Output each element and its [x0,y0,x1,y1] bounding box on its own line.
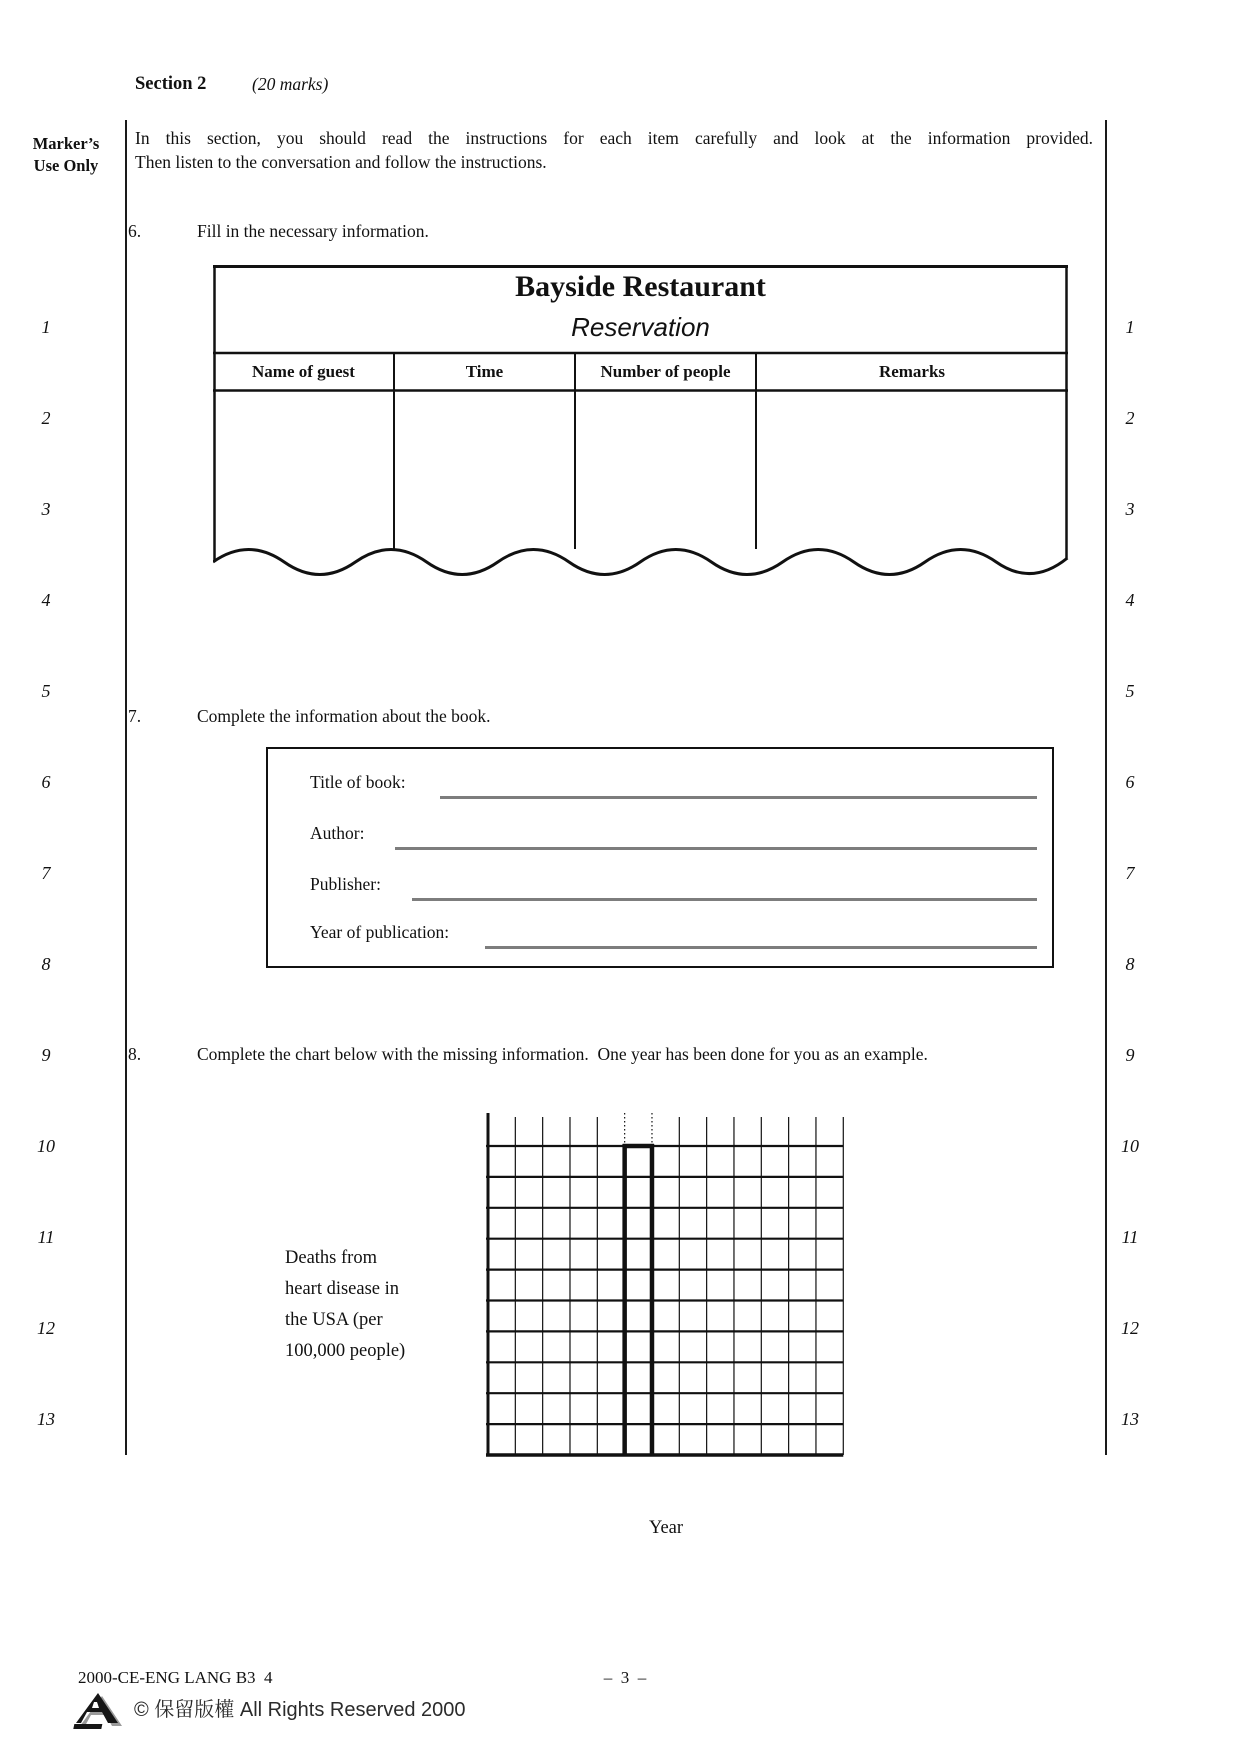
marker-number: 4 [1125,590,1135,610]
marker-number: 8 [1125,954,1135,974]
marker-number: 5 [41,681,51,701]
marker-number: 10 [1121,1136,1139,1156]
blank-line-publisher [412,898,1037,901]
blank-line-author [395,847,1037,850]
q8-number: 8. [128,1044,142,1064]
marker-number: 13 [37,1409,55,1429]
section-marks: (20 marks) [252,74,329,94]
field-label-author: Author: [310,823,365,843]
instructions-line-1: In this section, you should read the instructions for each item carefully and look at the information provided. [135,128,1093,148]
right-marker-rule [1105,120,1107,1455]
chart-y-caption [285,1243,435,1367]
marker-number: 5 [1125,681,1135,701]
q7-number: 7. [128,706,142,726]
q6-number: 6. [128,221,142,241]
hkea-logo [72,1688,128,1732]
chart-caption-line-1: Deaths from [285,1248,377,1268]
marker-number: 1 [1125,317,1135,337]
chart-x-axis-label: Year [648,1518,684,1538]
form-col-number-of-people: Number of people [600,362,731,381]
field-label-title-of-book: Title of book: [310,772,406,792]
marker-number: 7 [1125,863,1135,883]
footer-page-number: – 3 – [603,1668,647,1687]
bar-chart-grid [486,1110,848,1460]
blank-line-year-of-publication [485,946,1037,949]
marker-number: 9 [41,1045,51,1065]
marker-number: 6 [1125,772,1135,792]
marker-number: 3 [1125,499,1135,519]
marker-number: 8 [41,954,51,974]
field-label-year-of-publication: Year of publication: [310,922,450,942]
footer-copyright: © 保留版權 All Rights Reserved 2000 [134,1699,466,1721]
q7-prompt: Complete the information about the book. [197,706,491,726]
marker-number: 6 [41,772,51,792]
instructions-line-2: Then listen to the conversation and follow the instructions. [135,152,547,172]
marker-use-only-heading: Marker’s Use Only [32,134,100,175]
marker-number: 11 [1121,1227,1139,1247]
marker-number: 7 [41,863,51,883]
marker-number: 9 [1125,1045,1135,1065]
marker-number: 1 [41,317,51,337]
left-marker-rule [125,120,127,1455]
chart-caption-line-4: 100,000 people) [285,1341,406,1361]
form-col-time: Time [465,362,504,381]
marker-number: 13 [1121,1409,1139,1429]
marker-number: 4 [41,590,51,610]
marker-number: 10 [37,1136,55,1156]
marker-number: 2 [41,408,51,428]
q8-prompt: Complete the chart below with the missing information. One year has been done for you as an example. [197,1044,928,1064]
marker-number: 11 [37,1227,55,1247]
form-col-name-of-guest: Name of guest [252,362,355,381]
marker-number: 12 [1121,1318,1139,1338]
q6-prompt: Fill in the necessary information. [197,221,429,241]
form-col-remarks: Remarks [878,362,946,381]
section-instructions [135,126,1093,174]
blank-line-title-of-book [440,796,1037,799]
form-title: Bayside Restaurant [515,270,766,303]
form-subtitle: Reservation [571,312,710,342]
chart-caption-line-3: the USA (per [285,1310,383,1330]
marker-number: 3 [41,499,51,519]
footer-doc-code: 2000-CE-ENG LANG B3 4 [78,1668,273,1687]
torn-edge-wave [213,550,1067,575]
marker-number: 12 [37,1318,55,1338]
field-label-publisher: Publisher: [310,874,381,894]
chart-caption-line-2: heart disease in [285,1279,400,1299]
section-title: Section 2 [135,74,207,94]
marker-number: 2 [1125,408,1135,428]
